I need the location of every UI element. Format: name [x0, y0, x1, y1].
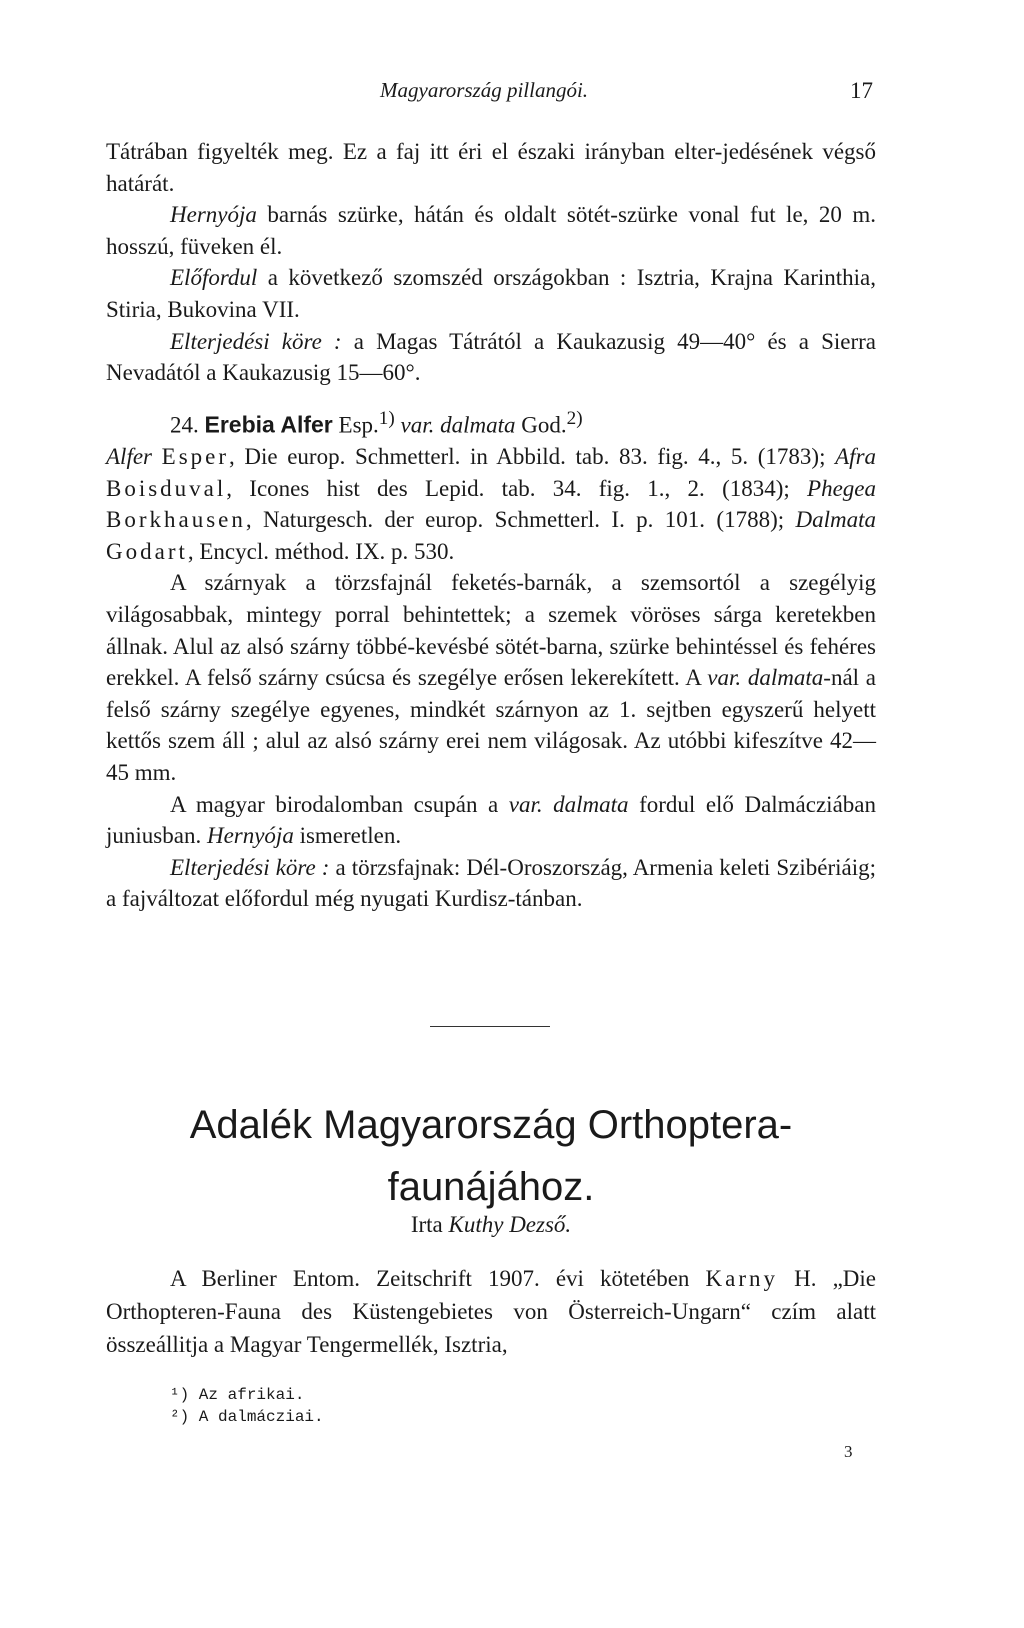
- species-heading: 24. Erebia Alfer Esp.$^{1)}$ var. dalmata God.$^{2)}$: [170, 407, 583, 438]
- footnote-2: ²) A dalmácziai.: [170, 1408, 324, 1426]
- paragraph-caterpillar: Hernyója barnás szürke, hátán és oldalt sötét-szürke vonal fut le, 20 m. hosszú, füveken él.: [106, 202, 876, 259]
- paragraph-distribution: Elterjedési köre : a Magas Tátrától a Kaukazusig 49—40° és a Sierra Nevadától a Kaukazusig 15—60°.: [106, 328, 876, 386]
- signature-mark: 3: [844, 1442, 853, 1461]
- paragraph-hungary: A magyar birodalomban csupán a var. dalmata fordul elő Dalmácziában juniusban. Hernyója ismeretlen.: [106, 791, 876, 849]
- article-body: [106, 1262, 876, 1361]
- paragraph-tatra: Tátrában figyelték meg. Ez a faj itt éri el északi irányban elter-jedésének végső határát.: [106, 139, 876, 196]
- paragraph-berliner: A Berliner Entom. Zeitschrift 1907. évi kötetében Karny H. „Die Orthopteren-Fauna des Küstengebietes von Österreich-Ungarn“ czím alatt összeállitja a Magyar Tengermellék, Isztria,: [106, 1266, 877, 1357]
- paragraph-range: Elterjedési köre : a törzsfajnak: Dél-Oroszország, Armenia keleti Szibériáig; a fajváltozat előfordul még nyugati Kurdisz-tánban.: [106, 854, 876, 912]
- paragraph-occurrence: Előfordul a következő szomszéd országokban : Isztria, Krajna Karinthia, Stiria, Bukovina VII.: [106, 265, 876, 322]
- paragraph-description: A szárnyak a törzsfajnál feketés-barnák, a szemsortól a szegélyig világosabbak, mintegy porral behintettek; a szemek vöröses sárga keretekben állnak. Alul az alsó szárny többé-kevésbé sötét-barna, szürke behintéssel és fehéres erekkel. A felső szárny csúcsa és szegélye erősen lekerekített. A var. dalmata-nál a felső szárny szegélye egyenes, mindkét szárnyon az 1. sejtben egyszerű helyett kettős szem áll ; alul az alsó szárny erei nem világosak. Az utóbbi kifeszítve 42—45 mm.: [106, 570, 877, 785]
- synonymy-block: Alfer Esper, Die europ. Schmetterl. in Abbild. tab. 83. fig. 4., 5. (1783); Afra Boisduval, Icones hist des Lepid. tab. 34. fig. 1., 2. (1834); Phegea Borkhausen, Naturgesch. der europ. Schmetterl. I. p. 101. (1788); Dalmata Godart, Encycl. méthod. IX. p. 530.: [106, 444, 877, 564]
- article-title: Adalék Magyarország Orthoptera- faunájához.: [189, 1103, 793, 1209]
- footnotes: [170, 1384, 324, 1428]
- page-number: 17: [850, 78, 873, 103]
- main-text: [106, 136, 876, 915]
- running-title: Magyarország pillangói.: [380, 78, 589, 102]
- article-byline: Irta Kuthy Dezső.: [410, 1212, 572, 1237]
- section-divider: [430, 1026, 550, 1027]
- footnote-1: ¹) Az afrikai.: [170, 1386, 305, 1404]
